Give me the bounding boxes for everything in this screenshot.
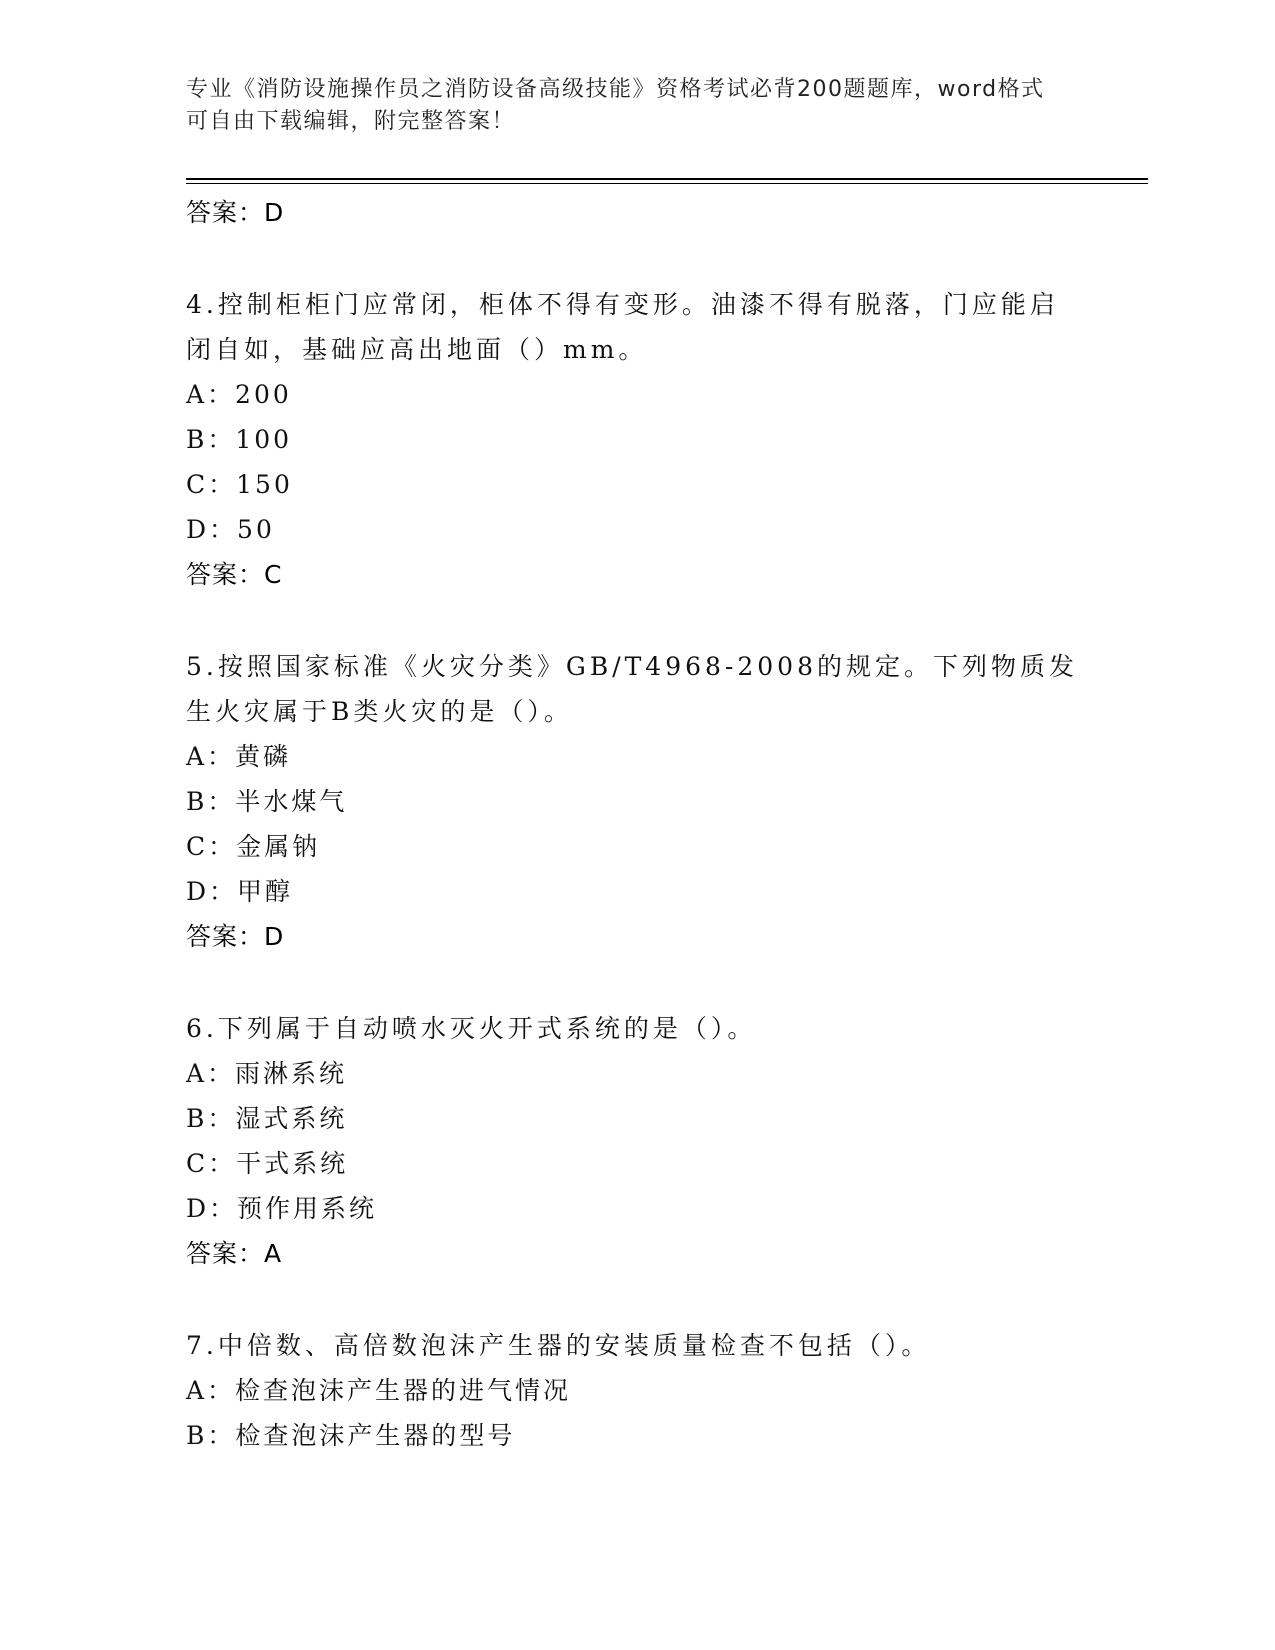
answer-line: 答案：C [186, 560, 283, 589]
option-d: D：预作用系统 [186, 1194, 378, 1223]
answer-line: 答案：A [186, 1239, 283, 1268]
document-body [186, 190, 1086, 1458]
header-rule-thick [186, 178, 1148, 180]
option-d: D：甲醇 [186, 877, 294, 906]
header-rule-thin [186, 183, 1148, 184]
option-c: C：150 [186, 470, 293, 499]
option-c: C：金属钠 [186, 832, 321, 861]
option-a: A：雨淋系统 [186, 1059, 348, 1088]
question-text: 7.中倍数、高倍数泡沫产生器的安装质量检查不包括（）。 [186, 1331, 931, 1360]
option-a: A：200 [186, 380, 292, 409]
question-4 [186, 282, 1086, 598]
document-header [186, 74, 1066, 138]
option-d: D：50 [186, 515, 275, 544]
option-c: C：干式系统 [186, 1149, 349, 1178]
question-text: 6.下列属于自动喷水灭火开式系统的是（）。 [186, 1014, 757, 1043]
question-5 [186, 644, 1086, 960]
option-b: B：检查泡沫产生器的型号 [186, 1421, 516, 1450]
question-7 [186, 1323, 1086, 1458]
answer-line: 答案：D [186, 922, 285, 951]
question-text: 4.控制柜柜门应常闭，柜体不得有变形。油漆不得有脱落，门应能启闭自如，基础应高出地面（）mm。 [186, 290, 1059, 364]
header-title: 专业《消防设施操作员之消防设备高级技能》资格考试必背200题题库，word格式可自由下载编辑，附完整答案！ [186, 77, 1045, 134]
question-text: 5.按照国家标准《火灾分类》GB/T4968-2008的规定。下列物质发生火灾属于B类火灾的是（）。 [186, 652, 1078, 726]
option-a: A：黄磷 [186, 742, 292, 771]
option-b: B：100 [186, 425, 293, 454]
question-6 [186, 1006, 1086, 1277]
answer-line: 答案：D [186, 198, 285, 227]
option-a: A：检查泡沫产生器的进气情况 [186, 1376, 572, 1405]
option-b: B：半水煤气 [186, 787, 348, 816]
option-b: B：湿式系统 [186, 1104, 348, 1133]
